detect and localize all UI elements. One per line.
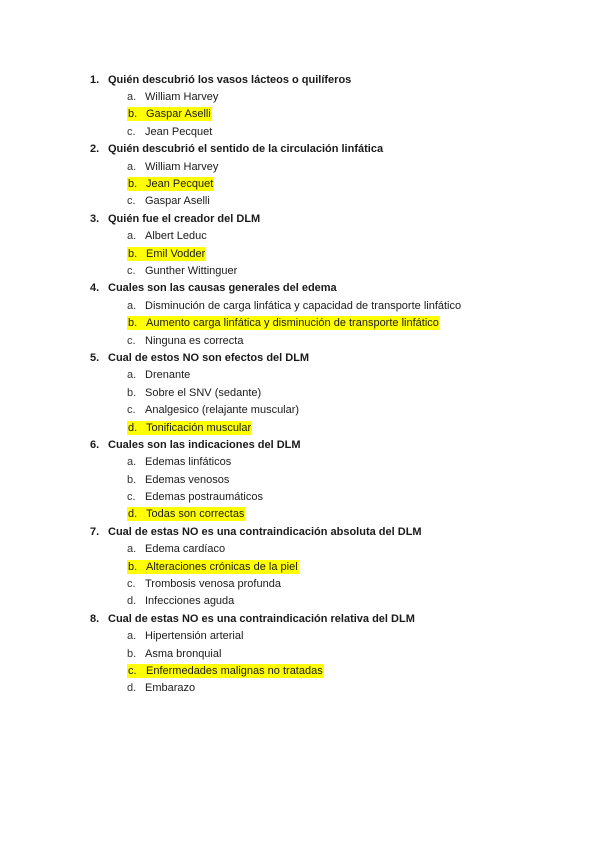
option-text: Enfermedades malignas no tratadas (146, 664, 323, 677)
answer-option-content (127, 648, 221, 660)
option-text: Jean Pecquet (145, 125, 213, 138)
question-number: 6. (90, 438, 100, 451)
option-text: Gaspar Aselli (146, 108, 211, 121)
option-text: Albert Leduc (145, 230, 207, 243)
answer-option-content (127, 369, 190, 381)
option-letter: b. (127, 647, 137, 660)
option-text: Infecciones aguda (145, 595, 235, 608)
option-text: Embarazo (145, 682, 196, 695)
answer-option (90, 471, 570, 488)
answer-option (90, 262, 570, 279)
question-text-line (90, 523, 570, 540)
answer-option (90, 401, 570, 418)
question-number: 5. (90, 351, 100, 364)
answer-option-content (127, 126, 212, 138)
answer-option (90, 88, 570, 105)
option-text: Ninguna es correcta (145, 334, 244, 347)
answer-option-content (127, 91, 218, 103)
question-number: 1. (90, 73, 100, 86)
option-letter: c. (127, 578, 136, 591)
question-text-line (90, 280, 570, 297)
option-text: Drenante (145, 369, 191, 382)
answer-option (90, 158, 570, 175)
option-letter: c. (127, 491, 136, 504)
question-text-line (90, 210, 570, 227)
answer-option (90, 175, 570, 192)
answer-option-content (127, 161, 218, 173)
answer-option (90, 228, 570, 245)
highlighted-answer (127, 664, 324, 678)
option-letter: d. (128, 421, 138, 434)
option-text: Emil Vodder (146, 247, 206, 260)
question-text: Cual de estas NO es una contraindicación relativa del DLM (108, 612, 415, 625)
answer-option (90, 123, 570, 140)
question-number: 8. (90, 612, 100, 625)
option-text: Aumento carga linfática y disminución de transporte linfático (146, 317, 439, 330)
answer-option (90, 367, 570, 384)
option-text: William Harvey (145, 91, 219, 104)
answer-option (90, 541, 570, 558)
question-text: Cuales son las causas generales del edema (108, 282, 337, 295)
answer-option (90, 419, 570, 436)
answer-option (90, 558, 570, 575)
option-text: Tonificación muscular (146, 421, 252, 434)
answer-option (90, 575, 570, 592)
highlighted-answer (127, 507, 245, 521)
option-letter: a. (127, 230, 137, 243)
answer-option-content (127, 630, 243, 642)
highlighted-answer (127, 560, 299, 574)
question-1 (90, 71, 570, 141)
option-letter: b. (127, 473, 137, 486)
question-7 (90, 523, 570, 610)
question-text-line (90, 436, 570, 453)
question-number: 7. (90, 525, 100, 538)
option-letter: b. (128, 317, 138, 330)
option-letter: c. (127, 125, 136, 138)
answer-option (90, 506, 570, 523)
answer-option (90, 454, 570, 471)
answer-option-content (127, 265, 237, 277)
answer-option-content (127, 682, 195, 694)
answer-option (90, 488, 570, 505)
question-number: 3. (90, 212, 100, 225)
option-letter: a. (127, 369, 137, 382)
option-letter: c. (127, 195, 136, 208)
option-text: William Harvey (145, 160, 219, 173)
answer-option (90, 314, 570, 331)
option-letter: a. (127, 630, 137, 643)
question-number: 4. (90, 282, 100, 295)
option-letter: b. (128, 247, 138, 260)
question-text: Quién descubrió el sentido de la circulación linfática (108, 143, 384, 156)
question-text: Cual de estas NO es una contraindicación absoluta del DLM (108, 525, 422, 538)
option-text: Trombosis venosa profunda (145, 578, 281, 591)
option-letter: a. (127, 456, 137, 469)
answer-option-content (127, 387, 261, 399)
option-letter: c. (127, 334, 136, 347)
option-text: Analgesico (relajante muscular) (145, 404, 300, 417)
question-number: 2. (90, 143, 100, 156)
answer-option-content (127, 300, 461, 312)
question-text: Quién fue el creador del DLM (108, 212, 261, 225)
question-list (90, 71, 570, 697)
highlighted-answer (127, 177, 214, 191)
question-text-line (90, 141, 570, 158)
option-text: Sobre el SNV (sedante) (145, 386, 262, 399)
answer-option-content (127, 474, 229, 486)
option-letter: c. (128, 664, 137, 677)
question-text: Cuales son las indicaciones del DLM (108, 438, 301, 451)
option-letter: b. (127, 386, 137, 399)
answer-option (90, 680, 570, 697)
option-letter: b. (128, 178, 138, 191)
option-text: Gaspar Aselli (145, 195, 210, 208)
answer-option (90, 193, 570, 210)
answer-option-content (127, 456, 231, 468)
option-letter: a. (127, 543, 137, 556)
answer-option (90, 106, 570, 123)
answer-option (90, 593, 570, 610)
option-text: Edema cardíaco (145, 543, 226, 556)
option-letter: a. (127, 299, 137, 312)
question-6 (90, 436, 570, 523)
option-letter: b. (128, 108, 138, 121)
option-letter: c. (127, 264, 136, 277)
option-text: Jean Pecquet (146, 178, 214, 191)
option-text: Edemas venosos (145, 473, 230, 486)
answer-option-content (127, 491, 263, 503)
answer-option (90, 628, 570, 645)
option-text: Todas son correctas (146, 508, 245, 521)
option-text: Edemas postraumáticos (145, 491, 263, 504)
option-text: Hipertensión arterial (145, 630, 244, 643)
option-letter: d. (128, 508, 138, 521)
option-text: Gunther Wittinguer (145, 264, 238, 277)
option-letter: b. (128, 560, 138, 573)
question-4 (90, 280, 570, 350)
option-text: Edemas linfáticos (145, 456, 232, 469)
question-text: Cual de estos NO son efectos del DLM (108, 351, 310, 364)
option-letter: a. (127, 91, 137, 104)
question-5 (90, 349, 570, 436)
answer-option (90, 645, 570, 662)
option-text: Disminución de carga linfática y capacidad de transporte linfático (145, 299, 462, 312)
option-letter: d. (127, 682, 137, 695)
option-text: Asma bronquial (145, 647, 222, 660)
answer-option (90, 662, 570, 679)
answer-option-content (127, 595, 234, 607)
answer-option-content (127, 335, 243, 347)
option-letter: d. (127, 595, 137, 608)
highlighted-answer (127, 421, 252, 435)
answer-option (90, 384, 570, 401)
question-8 (90, 610, 570, 697)
answer-option-content (127, 404, 299, 416)
question-3 (90, 210, 570, 280)
question-text: Quién descubrió los vasos lácteos o quilíferos (108, 73, 352, 86)
option-letter: a. (127, 160, 137, 173)
option-letter: c. (127, 404, 136, 417)
answer-option-content (127, 230, 207, 242)
question-text-line (90, 349, 570, 366)
answer-option (90, 297, 570, 314)
answer-option (90, 245, 570, 262)
option-text: Alteraciones crónicas de la piel (146, 560, 298, 573)
question-text-line (90, 610, 570, 627)
question-2 (90, 141, 570, 211)
highlighted-answer (127, 247, 206, 261)
answer-option (90, 332, 570, 349)
answer-option-content (127, 543, 225, 555)
answer-option-content (127, 578, 281, 590)
question-text-line (90, 71, 570, 88)
highlighted-answer (127, 107, 212, 121)
answer-option-content (127, 195, 210, 207)
highlighted-answer (127, 316, 440, 330)
